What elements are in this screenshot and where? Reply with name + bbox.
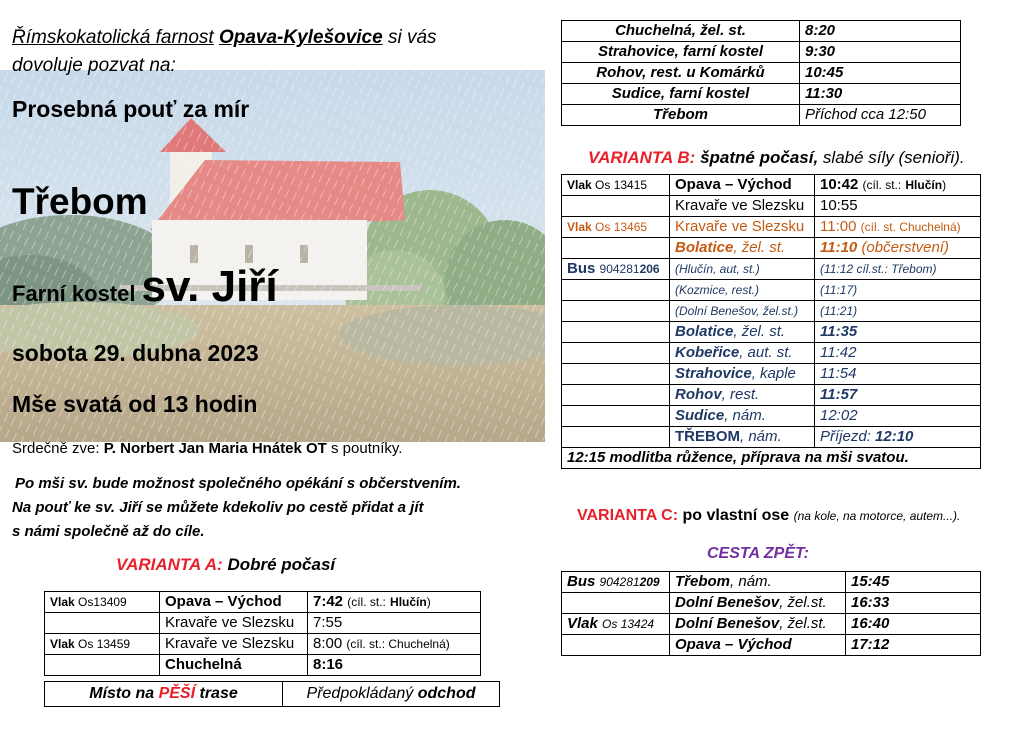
variant-a-heading [116,555,335,575]
invite-line [12,440,402,457]
intro-prefix: Římskokatolická farnost [12,27,214,48]
table-row: Vlak Os 13415 Opava – Východ 10:42 (cíl. st.: Hlučín) [562,175,981,196]
table-row: Kravaře ve Slezsku 10:55 [562,196,981,217]
table-row: Bus 904281206 (Hlučín, aut, st.) (11:12 cíl.st.: Třebom) [562,259,981,280]
church-line [12,262,278,312]
mass-time: Mše svatá od 13 hodin [12,391,258,417]
return-heading: CESTA ZPĚT: [707,545,809,562]
table-row: Vlak Os 13459 Kravaře ve Slezsku 8:00 (cíl. st.: Chuchelná) [45,634,481,655]
church-name: sv. Jiří [141,262,278,311]
table-row: Kravaře ve Slezsku 7:55 [45,613,481,634]
variant-b-table [561,174,981,469]
table-row: Sudice, farní kostel 11:30 [562,84,961,105]
table-row: Kobeřice, aut. st. 11:42 [562,343,981,364]
table-row: (Dolní Benešov, žel.st.) (11:21) [562,301,981,322]
variant-b-heading: VARIANTA B: špatné počasí, slabé síly (senioři). [588,148,965,167]
table-row: Opava – Východ 17:12 [562,635,981,656]
table-row: (Kozmice, rest.) (11:17) [562,280,981,301]
table-row: Bolatice, žel. st. 11:35 [562,322,981,343]
table-row: Bolatice, žel. st. 11:10 (občerstvení) [562,238,981,259]
table-row: Chuchelná 8:16 [45,655,481,676]
notes [12,472,492,544]
table-row: Sudice, nám. 12:02 [562,406,981,427]
return-table [561,571,981,656]
variant-a-table [44,591,481,676]
intro-line-2: dovoluje pozvat na: [12,55,176,76]
note-line-2: Na pouť ke sv. Jiří se můžete kdekoliv po cestě přidat a jít [12,499,424,516]
table-row: Strahovice, kaple 11:54 [562,364,981,385]
invitation-intro [12,24,532,80]
note-line-3: s námi společně až do cíle. [12,523,205,540]
table-row: Dolní Benešov, žel.st. 16:33 [562,593,981,614]
walk-table [561,20,961,126]
intro-suffix: si vás [387,27,437,48]
event-date: sobota 29. dubna 2023 [12,340,259,366]
table-row: Místo na PĚŠÍ trase Předpokládaný odchod [45,682,500,707]
priest-name: P. Norbert Jan Maria Hnátek OT [103,440,327,457]
variant-a-label: VARIANTA A: [116,555,223,574]
table-row: Chuchelná, žel. st. 8:20 [562,21,961,42]
table-row: Strahovice, farní kostel 9:30 [562,42,961,63]
invite-suffix: s poutníky. [331,440,403,457]
church-painting [0,70,545,442]
table-row [562,448,981,469]
table-row: Třebom Příchod cca 12:50 [562,105,961,126]
note-line-1: Po mši sv. bude možnost společného opékání s občerstvením. [15,475,461,492]
place-title: Třebom [12,181,148,222]
table-row: Bus 904281209 Třebom, nám. 15:45 [562,572,981,593]
variant-a-desc: Dobré počasí [227,555,336,574]
table-row: Rohov, rest. u Komárků 10:45 [562,63,961,84]
invite-prefix: Srdečně zve: [12,440,100,457]
table-row: Vlak Os 13424 Dolní Benešov, žel.st. 16:40 [562,614,981,635]
parish-name: Opava-Kylešovice [218,27,383,48]
table-row: Rohov, rest. 11:57 [562,385,981,406]
church-prefix: Farní kostel [12,281,136,306]
table-row: TŘEBOM, nám. Příjezd: 12:10 [562,427,981,448]
variant-b-footer: 12:15 modlitba růžence, příprava na mši svatou. [562,448,981,469]
event-title: Prosebná pouť za mír [12,96,250,122]
table-row: Vlak Os 13465 Kravaře ve Slezsku 11:00 (cíl. st. Chuchelná) [562,217,981,238]
table-row: Vlak Os13409 Opava – Východ 7:42 (cíl. st.: Hlučín) [45,592,481,613]
variant-c-heading: VARIANTA C: po vlastní ose (na kole, na motorce, autem...). [577,507,961,524]
walk-table-header [44,681,500,707]
